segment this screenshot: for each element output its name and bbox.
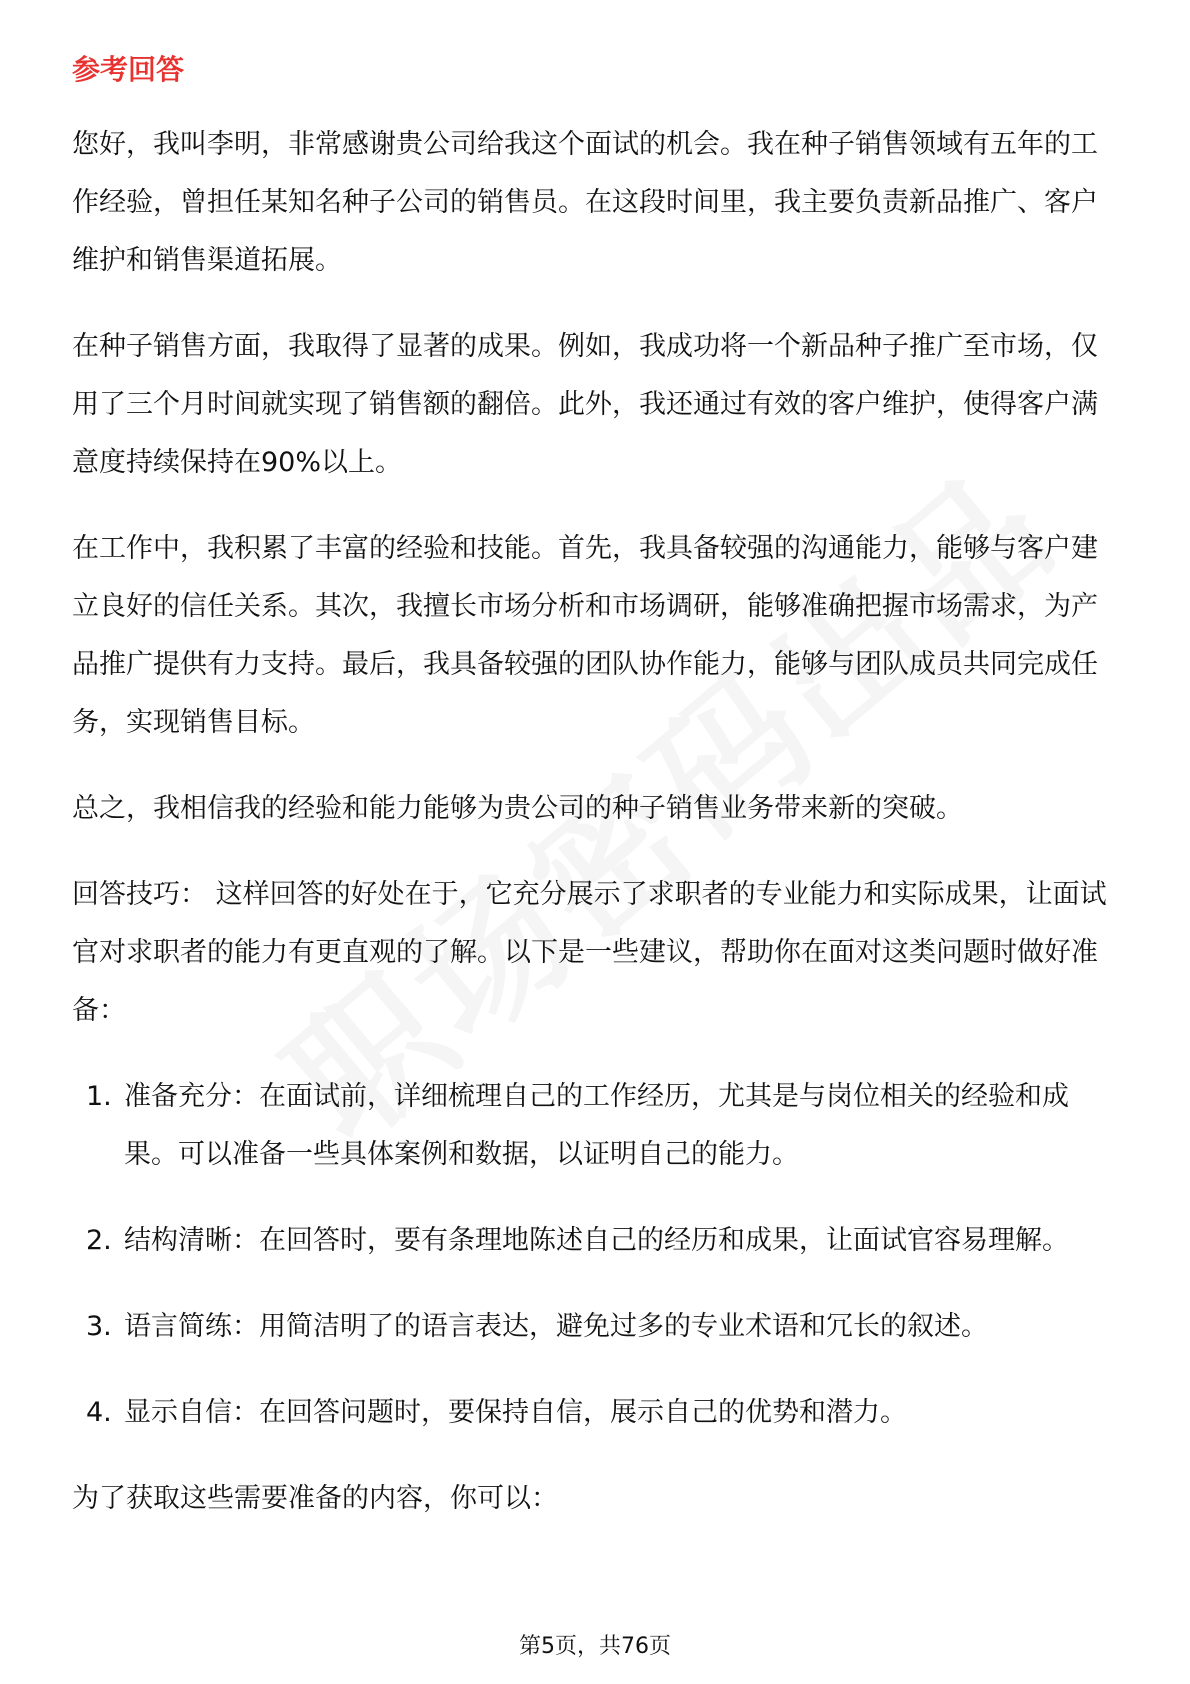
- list-item: [72, 1384, 1122, 1442]
- list-item-number: 3.: [86, 1311, 112, 1342]
- list-item-number: 1.: [86, 1081, 112, 1112]
- paragraph-tips-intro: 回答技巧： 这样回答的好处在于，它充分展示了求职者的专业能力和实际成果，让面试官对求职者的能力有更直观的了解。以下是一些建议，帮助你在面对这类问题时做好准备：: [72, 879, 1107, 1026]
- list-item: [72, 1068, 1122, 1184]
- list-item-text: 显示自信：在回答问题时，要保持自信，展示自己的优势和潜力。: [124, 1397, 907, 1428]
- list-item: [72, 1298, 1122, 1356]
- document-page: [72, 50, 1122, 1556]
- paragraph-summary: 总之，我相信我的经验和能力能够为贵公司的种子销售业务带来新的突破。: [72, 793, 963, 824]
- list-item-number: 4.: [86, 1397, 112, 1428]
- paragraph-skills: 在工作中，我积累了丰富的经验和技能。首先，我具备较强的沟通能力，能够与客户建立良好的信任关系。其次，我擅长市场分析和市场调研，能够准确把握市场需求，为产品推广提供有力支持。最后，我具备较强的团队协作能力，能够与团队成员共同完成任务，实现销售目标。: [72, 533, 1098, 738]
- list-item-text: 准备充分：在面试前，详细梳理自己的工作经历，尤其是与岗位相关的经验和成果。可以准备一些具体案例和数据，以证明自己的能力。: [124, 1081, 1069, 1170]
- section-heading: 参考回答: [72, 53, 185, 86]
- page-number-footer: 第5页，共76页: [519, 1634, 671, 1659]
- paragraph-closing: 为了获取这些需要准备的内容，你可以：: [72, 1483, 558, 1514]
- list-item-text: 语言简练：用简洁明了的语言表达，避免过多的专业术语和冗长的叙述。: [124, 1311, 988, 1342]
- list-item: [72, 1212, 1122, 1270]
- tips-list: [72, 1068, 1122, 1442]
- list-item-number: 2.: [86, 1225, 112, 1256]
- paragraph-intro: 您好，我叫李明，非常感谢贵公司给我这个面试的机会。我在种子销售领域有五年的工作经验，曾担任某知名种子公司的销售员。在这段时间里，我主要负责新品推广、客户维护和销售渠道拓展。: [72, 129, 1098, 276]
- list-item-text: 结构清晰：在回答时，要有条理地陈述自己的经历和成果，让面试官容易理解。: [124, 1225, 1069, 1256]
- paragraph-achievements: 在种子销售方面，我取得了显著的成果。例如，我成功将一个新品种子推广至市场，仅用了三个月时间就实现了销售额的翻倍。此外，我还通过有效的客户维护，使得客户满意度持续保持在90%以上。: [72, 331, 1098, 478]
